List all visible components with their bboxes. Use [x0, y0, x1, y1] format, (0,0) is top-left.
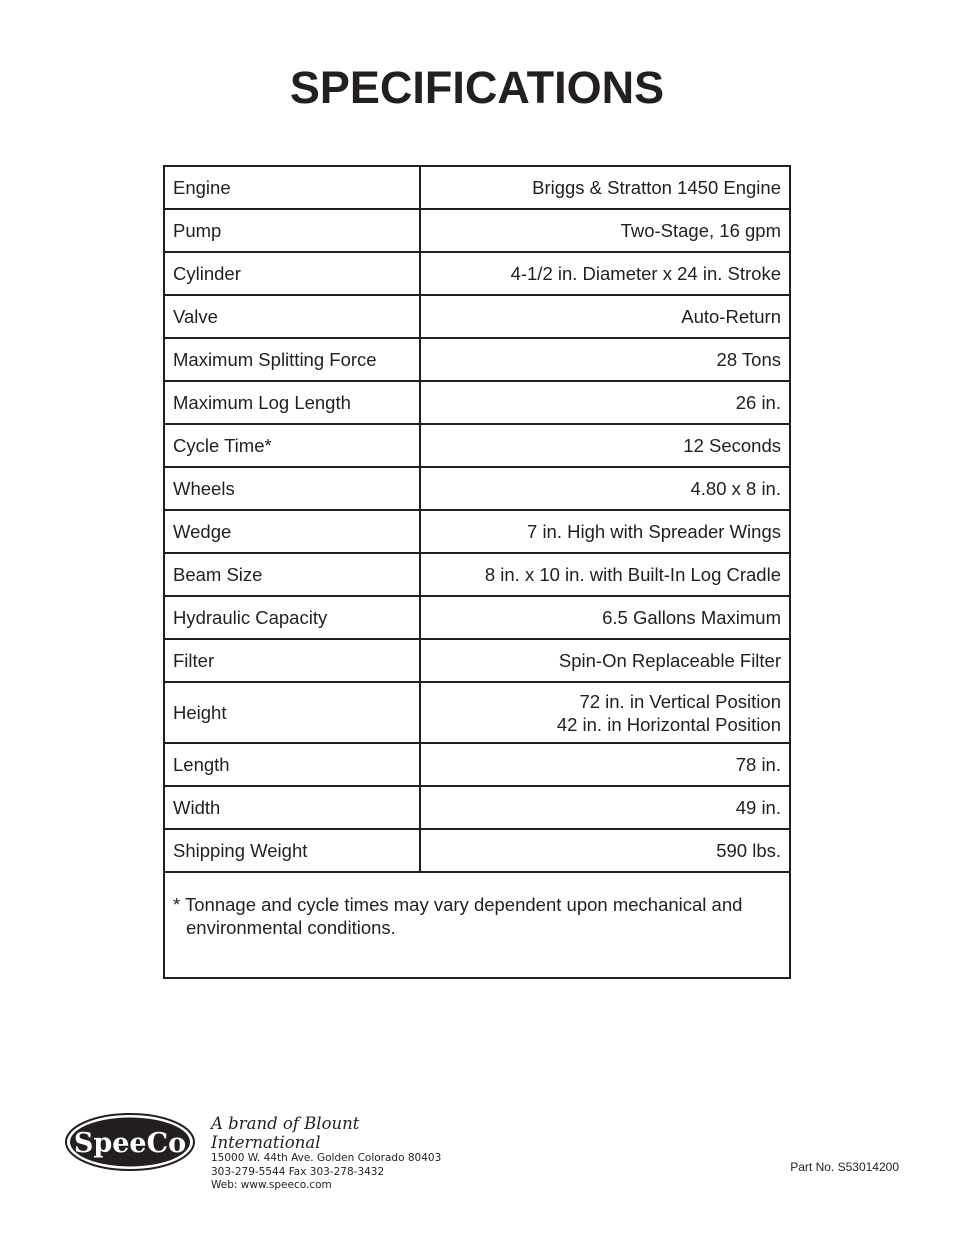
spec-value: 49 in.: [420, 786, 790, 829]
spec-label: Maximum Log Length: [164, 381, 420, 424]
specifications-table: [163, 165, 791, 979]
speeco-logo: [63, 1112, 197, 1172]
spec-value: 78 in.: [420, 743, 790, 786]
spec-value: 26 in.: [420, 381, 790, 424]
table-row: [164, 209, 790, 252]
table-row: [164, 252, 790, 295]
spec-label: Width: [164, 786, 420, 829]
spec-value: 7 in. High with Spreader Wings: [420, 510, 790, 553]
spec-value: 6.5 Gallons Maximum: [420, 596, 790, 639]
spec-label: Wheels: [164, 467, 420, 510]
spec-label: Engine: [164, 166, 420, 209]
spec-value-line: 42 in. in Horizontal Position: [556, 713, 781, 735]
spec-label: Beam Size: [164, 553, 420, 596]
table-row: [164, 829, 790, 872]
address: 15000 W. 44th Ave. Golden Colorado 80403: [211, 1152, 442, 1164]
footnote: [164, 872, 790, 978]
spec-label: Hydraulic Capacity: [164, 596, 420, 639]
spec-label: Valve: [164, 295, 420, 338]
table-row: [164, 295, 790, 338]
table-row: [164, 338, 790, 381]
spec-value: 8 in. x 10 in. with Built-In Log Cradle: [420, 553, 790, 596]
footnote-line: * Tonnage and cycle times may vary dependent upon mechanical and: [173, 894, 743, 915]
spec-label: Height: [164, 682, 420, 743]
table-row: [164, 467, 790, 510]
table-row: [164, 596, 790, 639]
spec-label: Filter: [164, 639, 420, 682]
footnote-line: environmental conditions.: [186, 917, 396, 938]
brand-info: [211, 1114, 471, 1193]
spec-value: Spin-On Replaceable Filter: [420, 639, 790, 682]
spec-label: Wedge: [164, 510, 420, 553]
table-row: [164, 743, 790, 786]
spec-label: Shipping Weight: [164, 829, 420, 872]
spec-value: 4-1/2 in. Diameter x 24 in. Stroke: [420, 252, 790, 295]
spec-value: [420, 682, 790, 743]
spec-label: Cylinder: [164, 252, 420, 295]
spec-label: Maximum Splitting Force: [164, 338, 420, 381]
spec-label: Length: [164, 743, 420, 786]
spec-value: 4.80 x 8 in.: [420, 467, 790, 510]
table-row: [164, 424, 790, 467]
spec-value: 12 Seconds: [420, 424, 790, 467]
table-row: [164, 510, 790, 553]
table-row: [164, 682, 790, 743]
footnote-row: [164, 872, 790, 978]
table-row: [164, 786, 790, 829]
spec-value: Briggs & Stratton 1450 Engine: [420, 166, 790, 209]
spec-value-line: 72 in. in Vertical Position: [579, 690, 781, 712]
logo-text: SpeeCo: [73, 1128, 187, 1159]
phone-fax: 303-279-5544 Fax 303-278-3432: [211, 1165, 385, 1178]
spec-value: Auto-Return: [420, 295, 790, 338]
spec-label: Cycle Time*: [164, 424, 420, 467]
table-row: [164, 166, 790, 209]
brand-tagline: A brand of Blount International: [211, 1114, 360, 1152]
table-row: [164, 553, 790, 596]
table-row: [164, 381, 790, 424]
spec-value: 590 lbs.: [420, 829, 790, 872]
spec-value: Two-Stage, 16 gpm: [420, 209, 790, 252]
spec-label: Pump: [164, 209, 420, 252]
page-title: SPECIFICATIONS: [289, 62, 665, 113]
website: Web: www.speeco.com: [211, 1179, 332, 1191]
spec-value: 28 Tons: [420, 338, 790, 381]
part-number: Part No. S53014200: [790, 1160, 899, 1174]
table-row: [164, 639, 790, 682]
